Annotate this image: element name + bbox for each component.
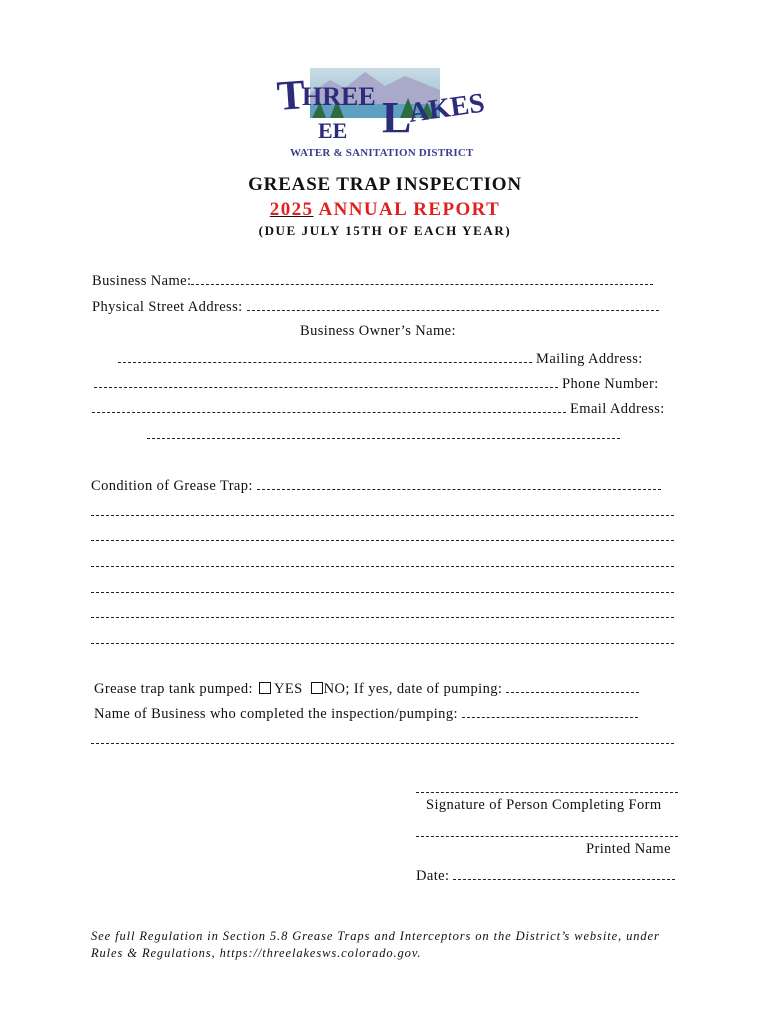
business-name-field[interactable]	[191, 272, 653, 285]
no-checkbox[interactable]	[311, 682, 323, 694]
completed-by-row	[94, 705, 638, 723]
date-field[interactable]	[453, 867, 675, 880]
svg-text:AKES: AKES	[406, 87, 487, 129]
date-row	[416, 867, 675, 885]
pumped-label: Grease trap tank pumped:	[94, 681, 253, 697]
street-address-label: Physical Street Address:	[92, 299, 243, 315]
svg-text:L: L	[382, 93, 412, 142]
phone-number-label: Phone Number:	[562, 376, 659, 392]
email-address-field[interactable]	[147, 426, 620, 439]
no-label: NO;	[323, 681, 350, 697]
condition-line	[91, 580, 674, 598]
street-address-field[interactable]	[247, 298, 659, 311]
phone-email-row	[92, 400, 665, 418]
date-label: Date:	[416, 868, 450, 884]
email-row	[147, 426, 620, 444]
logo-subtitle: WATER & SANITATION DISTRICT	[290, 147, 474, 159]
email-address-label: Email Address:	[570, 401, 665, 417]
owner-name-label: Business Owner’s Name:	[300, 323, 456, 339]
yes-label: YES	[273, 681, 303, 697]
phone-number-field[interactable]	[92, 400, 566, 413]
completed-by-field[interactable]	[462, 705, 638, 718]
condition-field-line-5[interactable]	[91, 580, 674, 593]
condition-field-line-2[interactable]	[91, 503, 674, 516]
report-year: 2025	[269, 199, 314, 220]
mailing-phone-row	[94, 375, 659, 393]
report-title	[0, 199, 770, 221]
signature-line	[416, 780, 678, 798]
signature-label: Signature of Person Completing Form	[426, 797, 662, 813]
pumping-date-label: If yes, date of pumping:	[353, 681, 503, 697]
condition-field-line-6[interactable]	[91, 605, 674, 618]
condition-line	[91, 554, 674, 572]
svg-text:HREE: HREE	[302, 82, 376, 111]
condition-field-line-7[interactable]	[91, 631, 674, 644]
owner-name-field[interactable]	[118, 350, 532, 363]
mailing-address-label: Mailing Address:	[536, 351, 643, 367]
form-title: GREASE TRAP INSPECTION	[248, 174, 522, 195]
condition-line	[91, 528, 674, 546]
printed-name-line	[416, 824, 678, 842]
condition-label: Condition of Grease Trap:	[91, 478, 253, 494]
pumped-row	[94, 680, 639, 698]
due-date-note: (DUE JULY 15TH OF EACH YEAR)	[258, 223, 512, 238]
pumping-date-field[interactable]	[506, 680, 639, 693]
street-address-row	[92, 298, 659, 316]
completed-by-label: Name of Business who completed the inspection/pumping:	[94, 706, 458, 722]
business-name-row	[92, 272, 653, 290]
regulation-note: See full Regulation in Section 5.8 Grease Traps and Interceptors on the District’s website, under Rules & Regulations, https://threelakesws.colorado.gov.	[91, 929, 660, 960]
completed-by-line	[91, 731, 674, 749]
printed-name-label: Printed Name	[586, 841, 671, 857]
printed-name-field[interactable]	[416, 824, 678, 837]
condition-row	[91, 477, 661, 495]
condition-field[interactable]	[257, 477, 661, 490]
svg-text:EE: EE	[318, 118, 348, 143]
condition-line	[91, 631, 674, 649]
mailing-address-field[interactable]	[94, 375, 558, 388]
svg-text:T: T	[275, 72, 307, 120]
business-name-label: Business Name:	[92, 273, 192, 289]
completed-by-field-line-2[interactable]	[91, 731, 674, 744]
condition-field-line-4[interactable]	[91, 554, 674, 567]
signature-field[interactable]	[416, 780, 678, 793]
condition-line	[91, 503, 674, 521]
condition-field-line-3[interactable]	[91, 528, 674, 541]
owner-mailing-row	[118, 350, 643, 368]
condition-line	[91, 605, 674, 623]
report-label: ANNUAL REPORT	[318, 199, 501, 220]
yes-checkbox[interactable]	[259, 682, 271, 694]
